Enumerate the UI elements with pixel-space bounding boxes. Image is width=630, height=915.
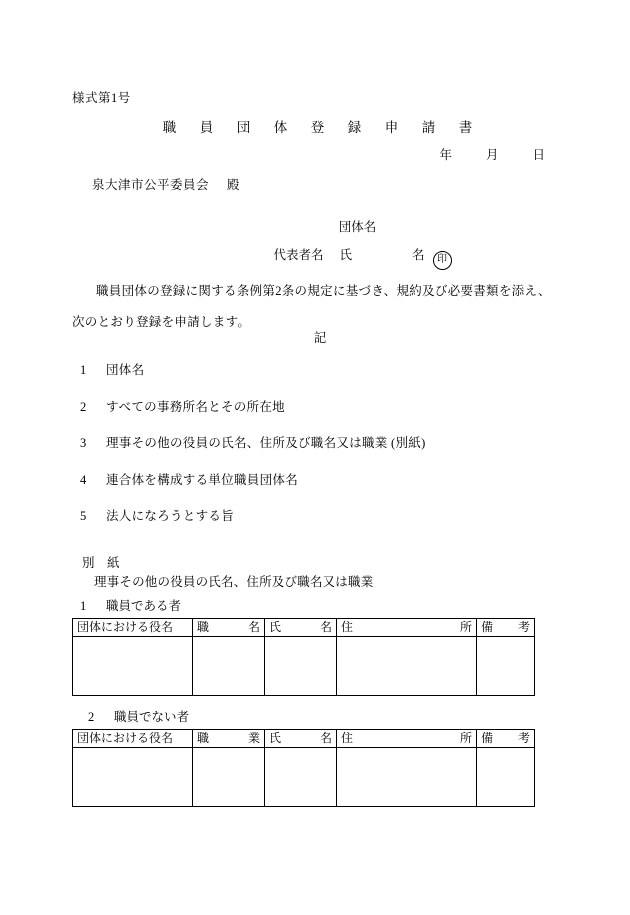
column-header-remarks: [477, 730, 535, 748]
addressee-name: 泉大津市公平委員会: [92, 178, 210, 192]
representative-surname-label: 氏: [339, 248, 352, 262]
group-name-label: 団体名: [338, 220, 377, 234]
column-header-address: [337, 730, 477, 748]
column-header-address-left: 住: [341, 620, 354, 634]
table-header-row: [73, 619, 535, 637]
column-header-role: [73, 619, 193, 637]
cell-address[interactable]: [337, 637, 477, 696]
list-item-number: 5: [80, 509, 87, 523]
cell-occupation[interactable]: [193, 748, 265, 807]
date-day-label: 日: [532, 148, 545, 162]
cell-name[interactable]: [265, 748, 337, 807]
column-header-role-left: 団体における役名: [77, 731, 174, 745]
date-year-label: 年: [439, 148, 452, 162]
table-header-row: [73, 730, 535, 748]
list-item-label: 団体名: [106, 363, 145, 377]
list-item-label: 理事その他の役員の氏名、住所及び職名又は職業 (別紙): [106, 436, 426, 450]
form-number: 様式第1号: [72, 91, 131, 105]
column-header-name-left: 氏: [269, 731, 282, 745]
list-item: [80, 433, 560, 451]
column-header-remarks-left: 備: [481, 731, 494, 745]
representative-givenname-label: 名: [412, 248, 425, 262]
column-header-post-right: 名: [247, 620, 260, 634]
employee-officers-table: [72, 618, 535, 696]
table-row: [73, 748, 535, 807]
cell-post[interactable]: [193, 637, 265, 696]
column-header-remarks: [477, 619, 535, 637]
list-item-number: 3: [80, 436, 87, 450]
item-list: [80, 360, 560, 543]
column-header-address-right: 所: [459, 620, 472, 634]
non-employee-officers-table: [72, 729, 535, 807]
list-item: [80, 360, 560, 378]
cell-remarks[interactable]: [477, 748, 535, 807]
appendix-heading: 別 紙: [82, 556, 120, 570]
column-header-role-left: 団体における役名: [77, 620, 174, 634]
column-header-address-right: 所: [459, 731, 472, 745]
list-item-number: 1: [80, 363, 87, 377]
section-2-label: [88, 707, 189, 725]
column-header-address-left: 住: [341, 731, 354, 745]
section-1-number: 1: [80, 599, 87, 613]
section-1-label: [80, 596, 181, 614]
column-header-name-right: 名: [319, 620, 332, 634]
ki-mark: 記: [313, 331, 327, 345]
body-paragraph: 職員団体の登録に関する条例第2条の規定に基づき、規約及び必要書類を添え、次のとおり登録を申請します。: [72, 284, 551, 329]
page-title: 職 員 団 体 登 録 申 請 書: [162, 120, 478, 135]
column-header-occupation-right: 業: [247, 731, 260, 745]
list-item-label: すべての事務所名とその所在地: [106, 399, 285, 414]
column-header-name: [265, 730, 337, 748]
cell-role[interactable]: [73, 748, 193, 807]
addressee-suffix: 殿: [227, 178, 241, 192]
list-item: [80, 470, 560, 488]
representative-line: [0, 245, 630, 270]
table-row: [73, 637, 535, 696]
list-item-label: 法人になろうとする旨: [106, 509, 235, 523]
cell-name[interactable]: [265, 637, 337, 696]
date-line: [0, 145, 630, 163]
column-header-occupation: [193, 730, 265, 748]
cell-address[interactable]: [337, 748, 477, 807]
list-item: [80, 397, 560, 415]
column-header-remarks-left: 備: [481, 620, 494, 634]
list-item-number: 4: [80, 472, 87, 487]
column-header-post: [193, 619, 265, 637]
column-header-role: [73, 730, 193, 748]
list-item-label: 連合体を構成する単位職員団体名: [106, 472, 299, 487]
column-header-occupation-left: 職: [197, 731, 210, 745]
column-header-remarks-right: 考: [517, 731, 530, 745]
section-2-number: 2: [88, 710, 95, 724]
cell-remarks[interactable]: [477, 637, 535, 696]
addressee: [92, 175, 240, 193]
appendix-subheading: 理事その他の役員の氏名、住所及び職名又は職業: [94, 575, 374, 589]
section-1-title: 職員である者: [106, 599, 182, 613]
column-header-name: [265, 619, 337, 637]
section-2-title: 職員でない者: [114, 710, 190, 724]
column-header-remarks-right: 考: [517, 620, 530, 634]
column-header-name-left: 氏: [269, 620, 282, 634]
column-header-name-right: 名: [319, 731, 332, 745]
column-header-post-left: 職: [197, 620, 210, 634]
column-header-address: [337, 619, 477, 637]
date-month-label: 月: [485, 148, 499, 162]
seal-icon: 印: [433, 251, 452, 270]
list-item: [80, 506, 560, 524]
representative-label: 代表者名: [273, 248, 324, 262]
cell-role[interactable]: [73, 637, 193, 696]
list-item-number: 2: [80, 399, 87, 414]
